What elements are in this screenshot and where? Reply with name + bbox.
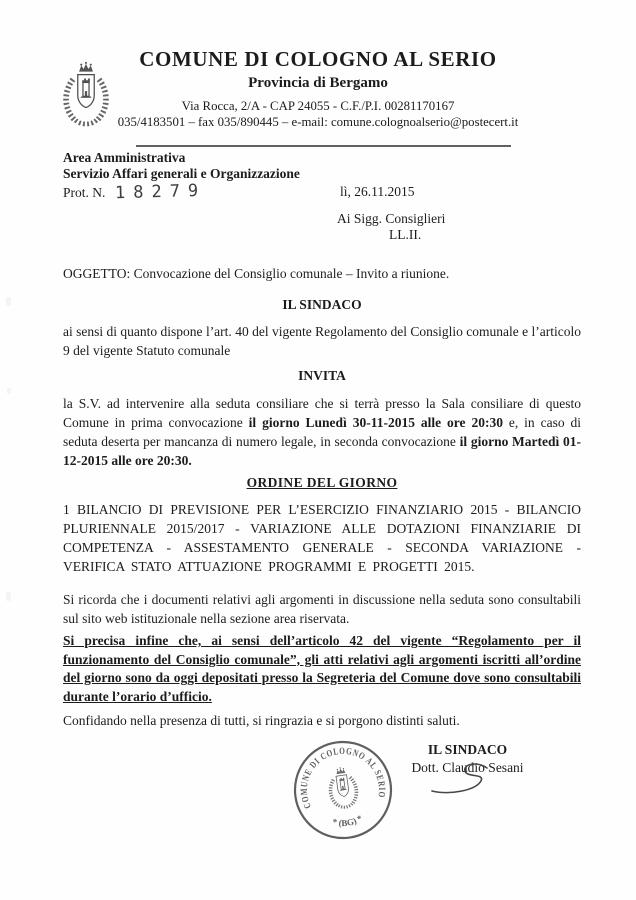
heading-invita: INVITA [298,368,346,383]
scan-artifact [6,592,11,601]
scan-artifact [7,388,11,394]
heading-ordine-del-giorno: ORDINE DEL GIORNO [246,475,398,490]
letter-date: lì, 26.11.2015 [340,184,415,199]
recipients-line: Ai Sigg. Consiglieri [337,211,446,226]
protocol-line [63,182,207,202]
protocol-number-stamp: 18279 [115,180,207,204]
stamp-province-text: * (BG) * [331,812,365,829]
closing-paragraph: Confidando nella presenza di tutti, si ringrazia e si porgono distinti saluti. [63,713,460,728]
municipality-title: COMUNE DI COLOGNO AL SERIO [139,47,497,71]
deposit-notice-paragraph: Si precisa infine che, ai sensi dell’articolo 42 del vigente “Regolamento per il funzionamento del Consiglio comunale”, gli atti relativi agli argomenti iscritti all’ordine del giorno sono da oggi depositati presso la Segreteria del Comune dove sono consultabili durante l’orario d’ufficio. [63,633,581,704]
handwritten-signature [425,762,515,802]
province-subtitle: Provincia di Bergamo [248,75,388,91]
subject-line: OGGETTO: Convocazione del Consiglio comunale – Invito a riunione. [63,266,450,281]
signer-role: IL SINDACO [427,742,508,757]
svg-text:* (BG) * [330,812,365,830]
heading-il-sindaco: IL SINDACO [282,297,362,312]
header-divider [136,145,511,147]
first-call-datetime: il giorno Lunedì 30-11-2015 alle ore 20:30 [248,415,503,430]
second-call-datetime: il giorno Martedì 01-12-2015 alle ore 20:30. [63,434,581,468]
area-label: Area Amministrativa [63,150,186,165]
invitation-paragraph [63,394,581,470]
contact-line: 035/4183501 – fax 035/890445 – e-mail: comune.colognoalserio@postecert.it [117,115,519,129]
invitation-text: e, in caso di seduta deserta per mancanza di numero legale, in seconda convocazione [63,415,582,449]
documents-note-paragraph: Si ricorda che i documenti relativi agli argomenti in discussione nella seduta sono consultabili sul sito web istituzionale nella sezione area riservata. [63,592,581,626]
service-label: Servizio Affari generali e Organizzazione [63,166,300,181]
scan-artifact [6,297,11,306]
address-line: Via Rocca, 2/A - CAP 24055 - C.F./P.I. 00281170167 [181,99,455,113]
premise-paragraph: ai sensi di quanto dispone l’art. 40 del vigente Regolamento del Consiglio comunale e l’articolo 9 del vigente Statuto comunale [63,324,581,358]
stamp-arc-text: COMUNE DI COLOGNO AL SERIO [299,746,387,810]
signer-name: Dott. Claudio Sesani [411,760,524,775]
agenda-item: 1 BILANCIO DI PREVISIONE PER L’ESERCIZIO FINANZIARIO 2015 - BILANCIO PLURIENNALE 2015/2017 - VARIAZIONE ALLE DOTAZIONI FINANZIARIE DI COMPETENZA - ASSESTAMENTO GENERALE - SECONDA VARIAZIONE - VERIFICA STATO ATTUAZIONE PROGRAMMI E PROGETTI 2015. [63,502,581,574]
recipients-line: LL.II. [389,227,422,242]
invitation-text: la S.V. ad intervenire alla seduta consiliare che si terrà presso la Sala consiliare di questo Comune in prima convocazione [63,396,581,430]
protocol-label: Prot. N. [63,185,106,200]
